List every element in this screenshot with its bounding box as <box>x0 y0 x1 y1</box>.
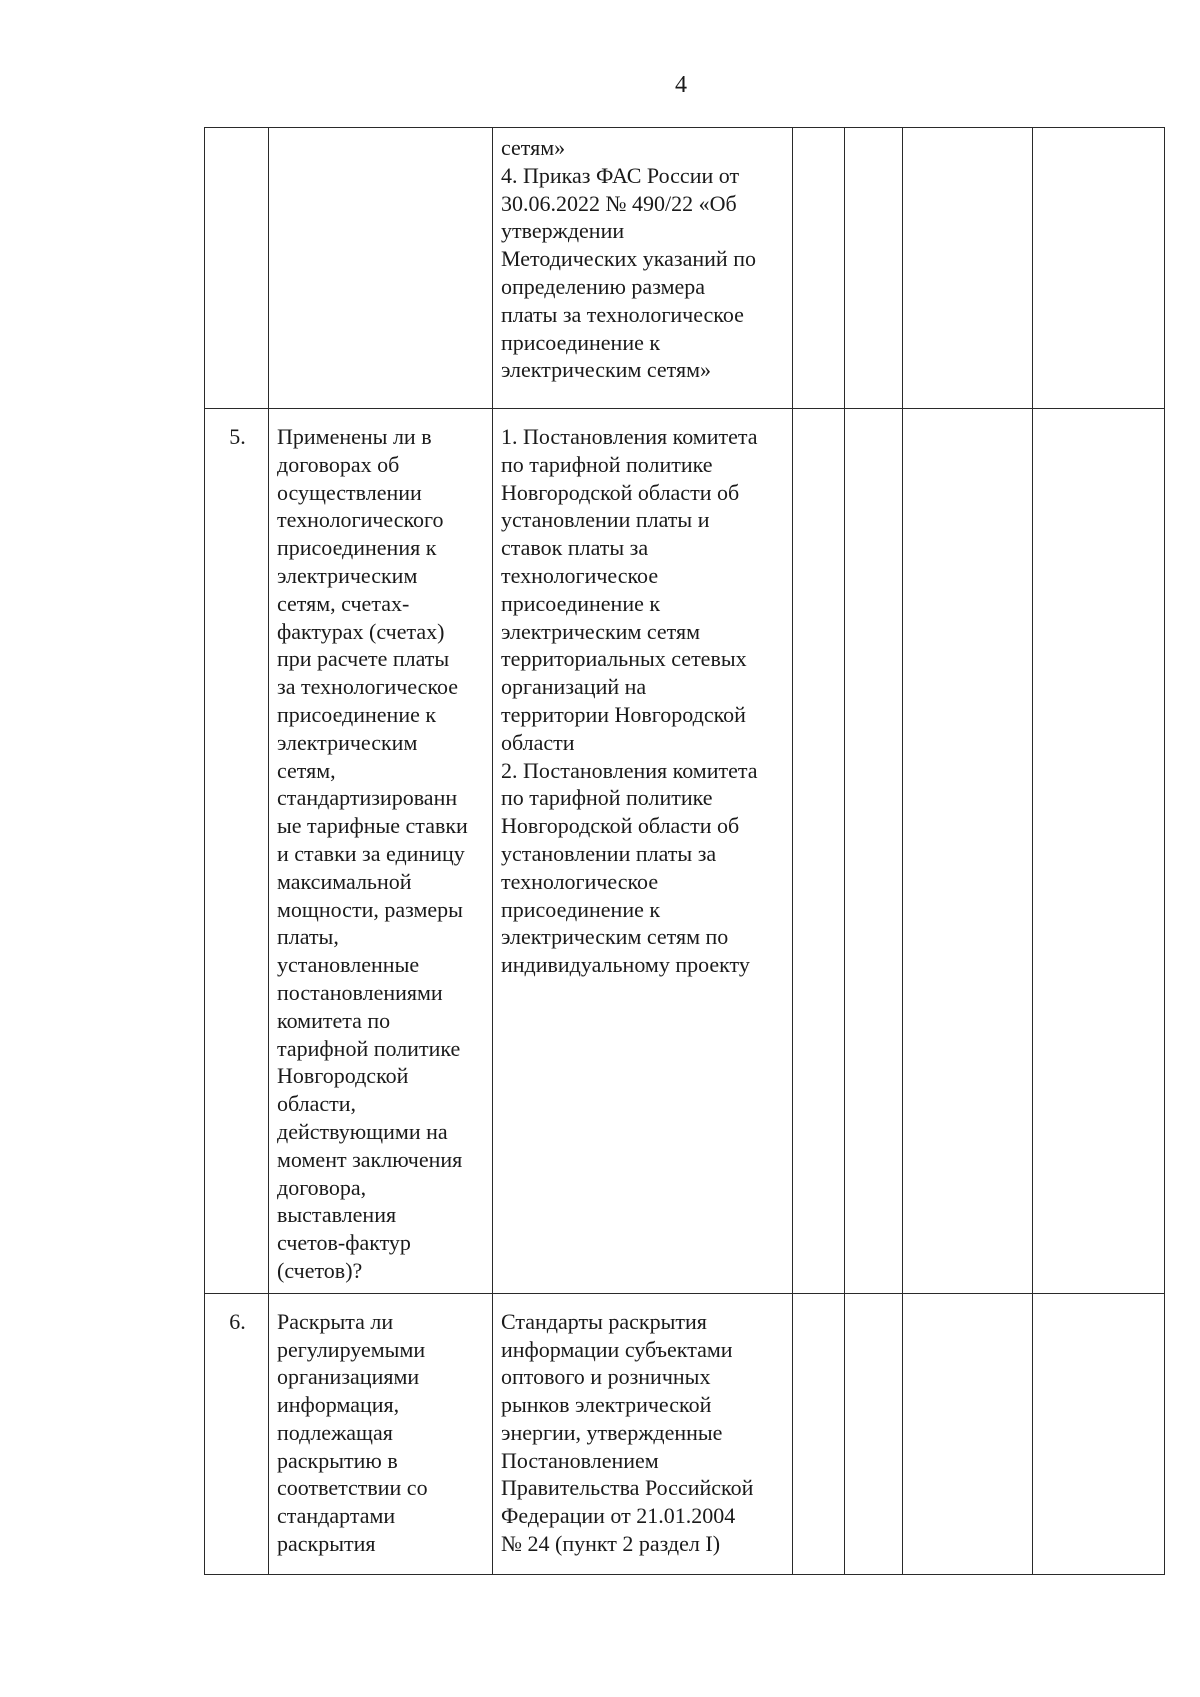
not-applicable-cell <box>903 409 1033 1294</box>
answer-no-cell <box>845 409 903 1294</box>
row-number-cell <box>205 128 269 409</box>
table-row <box>205 409 1165 1294</box>
notes-cell <box>1033 409 1165 1294</box>
not-applicable-cell <box>903 128 1033 409</box>
page-number: 4 <box>675 72 687 98</box>
answer-no-cell <box>845 128 903 409</box>
table-row <box>205 128 1165 409</box>
reference-cell: сетям» 4. Приказ ФАС России от 30.06.2022 № 490/22 «Об утверждении Методических указаний по определению размера платы за технологическое присоединение к электрическим сетям» <box>493 128 793 409</box>
answer-yes-cell <box>793 1293 845 1574</box>
question-cell: Раскрыта ли регулируемыми организациями информация, подлежащая раскрытию в соответствии со стандартами раскрытия <box>269 1293 493 1574</box>
not-applicable-cell <box>903 1293 1033 1574</box>
checklist-table <box>204 127 1165 1575</box>
row-number-cell: 5. <box>205 409 269 1294</box>
reference-cell: 1. Постановления комитета по тарифной политике Новгородской области об установлении платы и ставок платы за технологическое присоединение к электрическим сетям территориальных сетевых организаций на территории Новгородской области 2. Постановления комитета по тарифной политике Новгородской области об установлении платы за технологическое присоединение к электрическим сетям по индивидуальному проекту <box>493 409 793 1294</box>
notes-cell <box>1033 1293 1165 1574</box>
question-cell <box>269 128 493 409</box>
reference-cell: Стандарты раскрытия информации субъектами оптового и розничных рынков электрической энергии, утвержденные Постановлением Правительства Российской Федерации от 21.01.2004 № 24 (пункт 2 раздел I) <box>493 1293 793 1574</box>
row-number-cell: 6. <box>205 1293 269 1574</box>
answer-yes-cell <box>793 128 845 409</box>
table-row <box>205 1293 1165 1574</box>
notes-cell <box>1033 128 1165 409</box>
answer-no-cell <box>845 1293 903 1574</box>
question-cell: Применены ли в договорах об осуществлении технологического присоединения к электрическим сетям, счетах- фактурах (счетах) при расчете платы за технологическое присоединение к электрическим сетям, стандартизированн ые тарифные ставки и ставки за единицу максимальной мощности, размеры платы, установленные постановлениями комитета по тарифной политике Новгородской области, действующими на момент заключения договора, выставления счетов-фактур (счетов)? <box>269 409 493 1294</box>
answer-yes-cell <box>793 409 845 1294</box>
